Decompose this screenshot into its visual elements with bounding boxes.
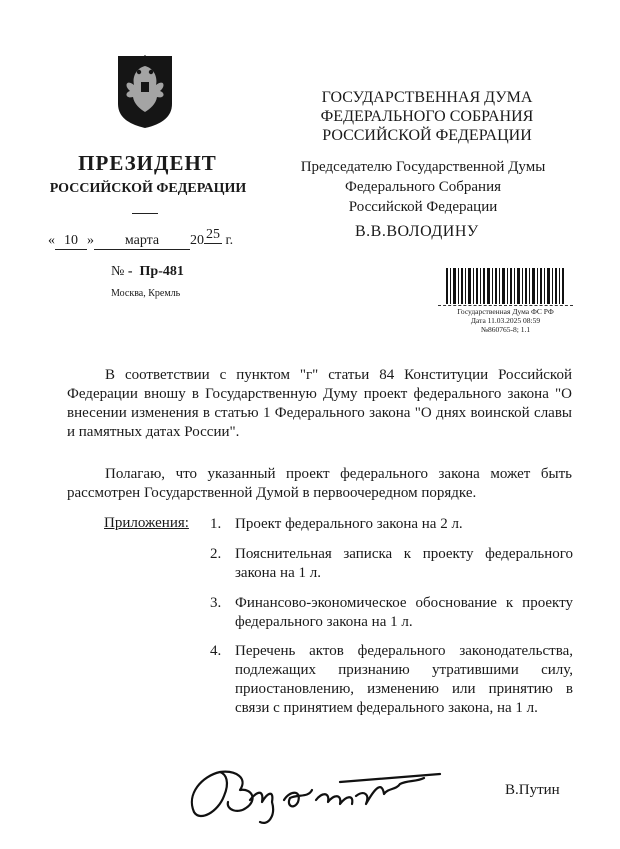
attachment-text: Пояснительная записка к проекту федерального закона на 1 л. (235, 546, 573, 581)
date-year-prefix: 20 (190, 233, 204, 248)
handwritten-signature-icon (180, 760, 450, 830)
recipient-line: ФЕДЕРАЛЬНОГО СОБРАНИЯ (320, 108, 534, 125)
date-year-unit: г. (225, 233, 234, 248)
stamp-line: Государственная Дума ФС РФ (438, 305, 573, 316)
attachment-text: Финансово-экономическое обоснование к проекту федерального закона на 1 л. (235, 595, 573, 630)
position-line: Российской Федерации (348, 199, 498, 215)
attachment-text: Проект федерального закона на 2 л. (235, 516, 463, 532)
body-paragraph: В соответствии с пунктом "г" статьи 84 Конституции Российской Федерации вношу в Государственную Думу проект федерального закона "О внесении изменения в статью 1 Федерального закона "О днях воинской славы и памятных датах России". (67, 367, 572, 440)
number-label: № (111, 264, 125, 279)
attachment-item (210, 642, 573, 738)
date-close-quote: » (87, 233, 94, 248)
attachment-number: 1. (210, 516, 222, 532)
addressee-name: В.В.ВОЛОДИНУ (355, 223, 479, 240)
attachment-number: 2. (210, 546, 222, 562)
stamp-line: №860765-8; 1.1 (480, 325, 531, 334)
body-paragraph: Полагаю, что указанный проект федерального закона может быть рассмотрен Государственной Думой в первоочередном порядке. (67, 466, 572, 501)
document-date (48, 227, 234, 250)
date-year-suffix: 25 (206, 227, 220, 242)
signer-name: В.Путин (505, 782, 560, 798)
document-place: Москва, Кремль (111, 288, 181, 299)
recipient-position (273, 157, 573, 217)
number-value: Пр-481 (139, 264, 184, 279)
date-day: 10 (55, 233, 87, 250)
attachment-text: Перечень актов федерального законодательства, подлежащих признанию утратившими силу, приостановлению, изменению или принятию в связи с принятием федерального закона, на 1 л. (235, 643, 573, 716)
stamp-line: Дата 11.03.2025 08:59 (470, 316, 541, 325)
registration-stamp (438, 305, 573, 334)
position-line: Председателю Государственной Думы (300, 159, 546, 175)
sender-title: ПРЕЗИДЕНТ (78, 151, 217, 175)
recipient-line: РОССИЙСКОЙ ФЕДЕРАЦИИ (322, 127, 532, 144)
state-emblem-icon (110, 52, 180, 130)
attachments-label: Приложения: (104, 515, 189, 531)
document-number: № - Пр-481 (111, 264, 184, 279)
date-open-quote: « (48, 233, 55, 248)
attachment-item (210, 515, 570, 535)
position-line: Федерального Собрания (344, 179, 502, 195)
divider (132, 213, 158, 214)
attachment-number: 4. (210, 643, 222, 659)
recipient-line: ГОСУДАРСТВЕННАЯ ДУМА (321, 89, 533, 106)
recipient-organization (292, 88, 562, 145)
attachment-number: 3. (210, 595, 222, 611)
attachment-item (210, 594, 573, 634)
date-month: марта (94, 233, 190, 250)
sender-subtitle: РОССИЙСКОЙ ФЕДЕРАЦИИ (49, 181, 247, 196)
attachment-item (210, 545, 573, 585)
barcode-icon (446, 268, 564, 304)
